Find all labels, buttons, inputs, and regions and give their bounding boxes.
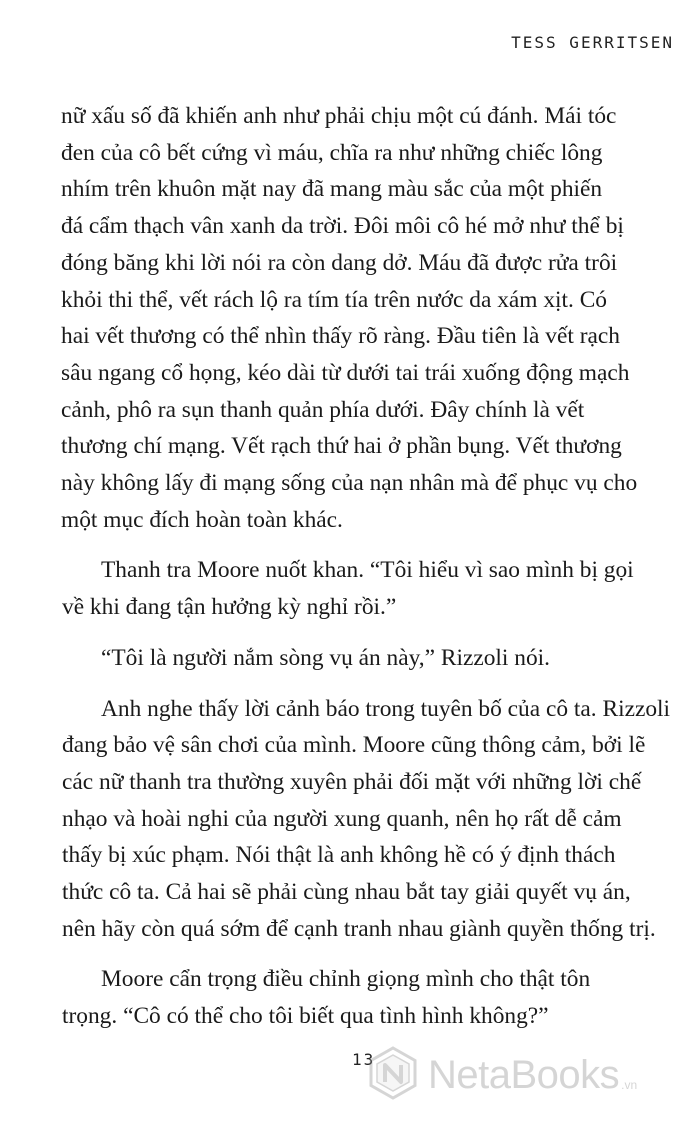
- text-line: thức cô ta. Cả hai sẽ phải cùng nhau bắt tay giải quyết vụ án,: [62, 879, 631, 906]
- paragraph: [0, 691, 700, 948]
- page-body: [0, 98, 700, 1035]
- text-line: “Tôi là người nắm sòng vụ án này,” Rizzoli nói.: [101, 644, 551, 671]
- text-line: hai vết thương có thể nhìn thấy rõ ràng. Đầu tiên là vết rạch: [61, 323, 620, 350]
- text-line: nên hãy còn quá sớm để cạnh tranh nhau giành quyền thống trị.: [62, 915, 656, 942]
- text-line: nữ xấu số đã khiến anh như phải chịu một cú đánh. Mái tóc: [61, 103, 617, 129]
- text-line: đóng băng khi lời nói ra còn dang dở. Máu đã được rửa trôi: [61, 249, 618, 276]
- text-line: khỏi thi thể, vết rách lộ ra tím tía trên nước da xám xịt. Có: [61, 286, 608, 313]
- text-line: này không lấy đi mạng sống của nạn nhân mà để phục vụ cho: [61, 470, 638, 497]
- paragraph: [0, 98, 700, 538]
- text-line: thương chí mạng. Vết rạch thứ hai ở phần bụng. Vết thương: [61, 433, 622, 460]
- text-line: sâu ngang cổ họng, kéo dài từ dưới tai trái xuống động mạch: [61, 359, 630, 386]
- paragraph: [0, 552, 700, 625]
- watermark-suffix: .vn: [621, 1077, 638, 1092]
- paragraph-spacer: [0, 626, 700, 640]
- paragraph-spacer: [0, 677, 700, 691]
- text-line: nhạo và hoài nghi của người xung quanh, nên họ rất dễ cảm: [62, 805, 622, 832]
- text-line: thấy bị xúc phạm. Nói thật là anh không hề có ý định thách: [62, 842, 616, 869]
- text-line: đang bảo vệ sân chơi của mình. Moore cũng thông cảm, bởi lẽ: [62, 732, 646, 759]
- text-line: một mục đích hoàn toàn khác.: [61, 506, 343, 533]
- text-line: đá cẩm thạch vân xanh da trời. Đôi môi cô hé mở như thể bị: [61, 213, 624, 240]
- paragraph: [0, 961, 700, 1034]
- running-header-author: TESS GERRITSEN: [511, 33, 674, 52]
- text-line: Moore cẩn trọng điều chỉnh giọng mình cho thật tôn: [101, 966, 591, 993]
- watermark-brand: NetaBooks: [428, 1053, 620, 1097]
- text-line: đen của cô bết cứng vì máu, chĩa ra như những chiếc lông: [61, 139, 603, 166]
- text-line: trọng. “Cô có thể cho tôi biết qua tình hình không?”: [62, 1003, 549, 1030]
- paragraph-spacer: [0, 947, 700, 961]
- page-number: 13: [352, 1050, 376, 1069]
- text-line: các nữ thanh tra thường xuyên phải đối mặt với những lời chế: [62, 768, 642, 795]
- text-line: Thanh tra Moore nuốt khan. “Tôi hiểu vì sao mình bị gọi: [101, 557, 634, 584]
- paragraph-spacer: [0, 538, 700, 552]
- text-line: về khi đang tận hưởng kỳ nghỉ rồi.”: [62, 594, 397, 621]
- text-line: Anh nghe thấy lời cảnh báo trong tuyên bố của cô ta. Rizzoli: [101, 695, 671, 722]
- watermark-logo: [366, 1046, 637, 1105]
- paragraph: [0, 640, 700, 677]
- text-line: nhím trên khuôn mặt nay đã mang màu sắc của một phiến: [61, 176, 603, 203]
- netabooks-logo-icon: [366, 1046, 420, 1105]
- text-line: cảnh, phô ra sụn thanh quản phía dưới. Đây chính là vết: [61, 396, 585, 423]
